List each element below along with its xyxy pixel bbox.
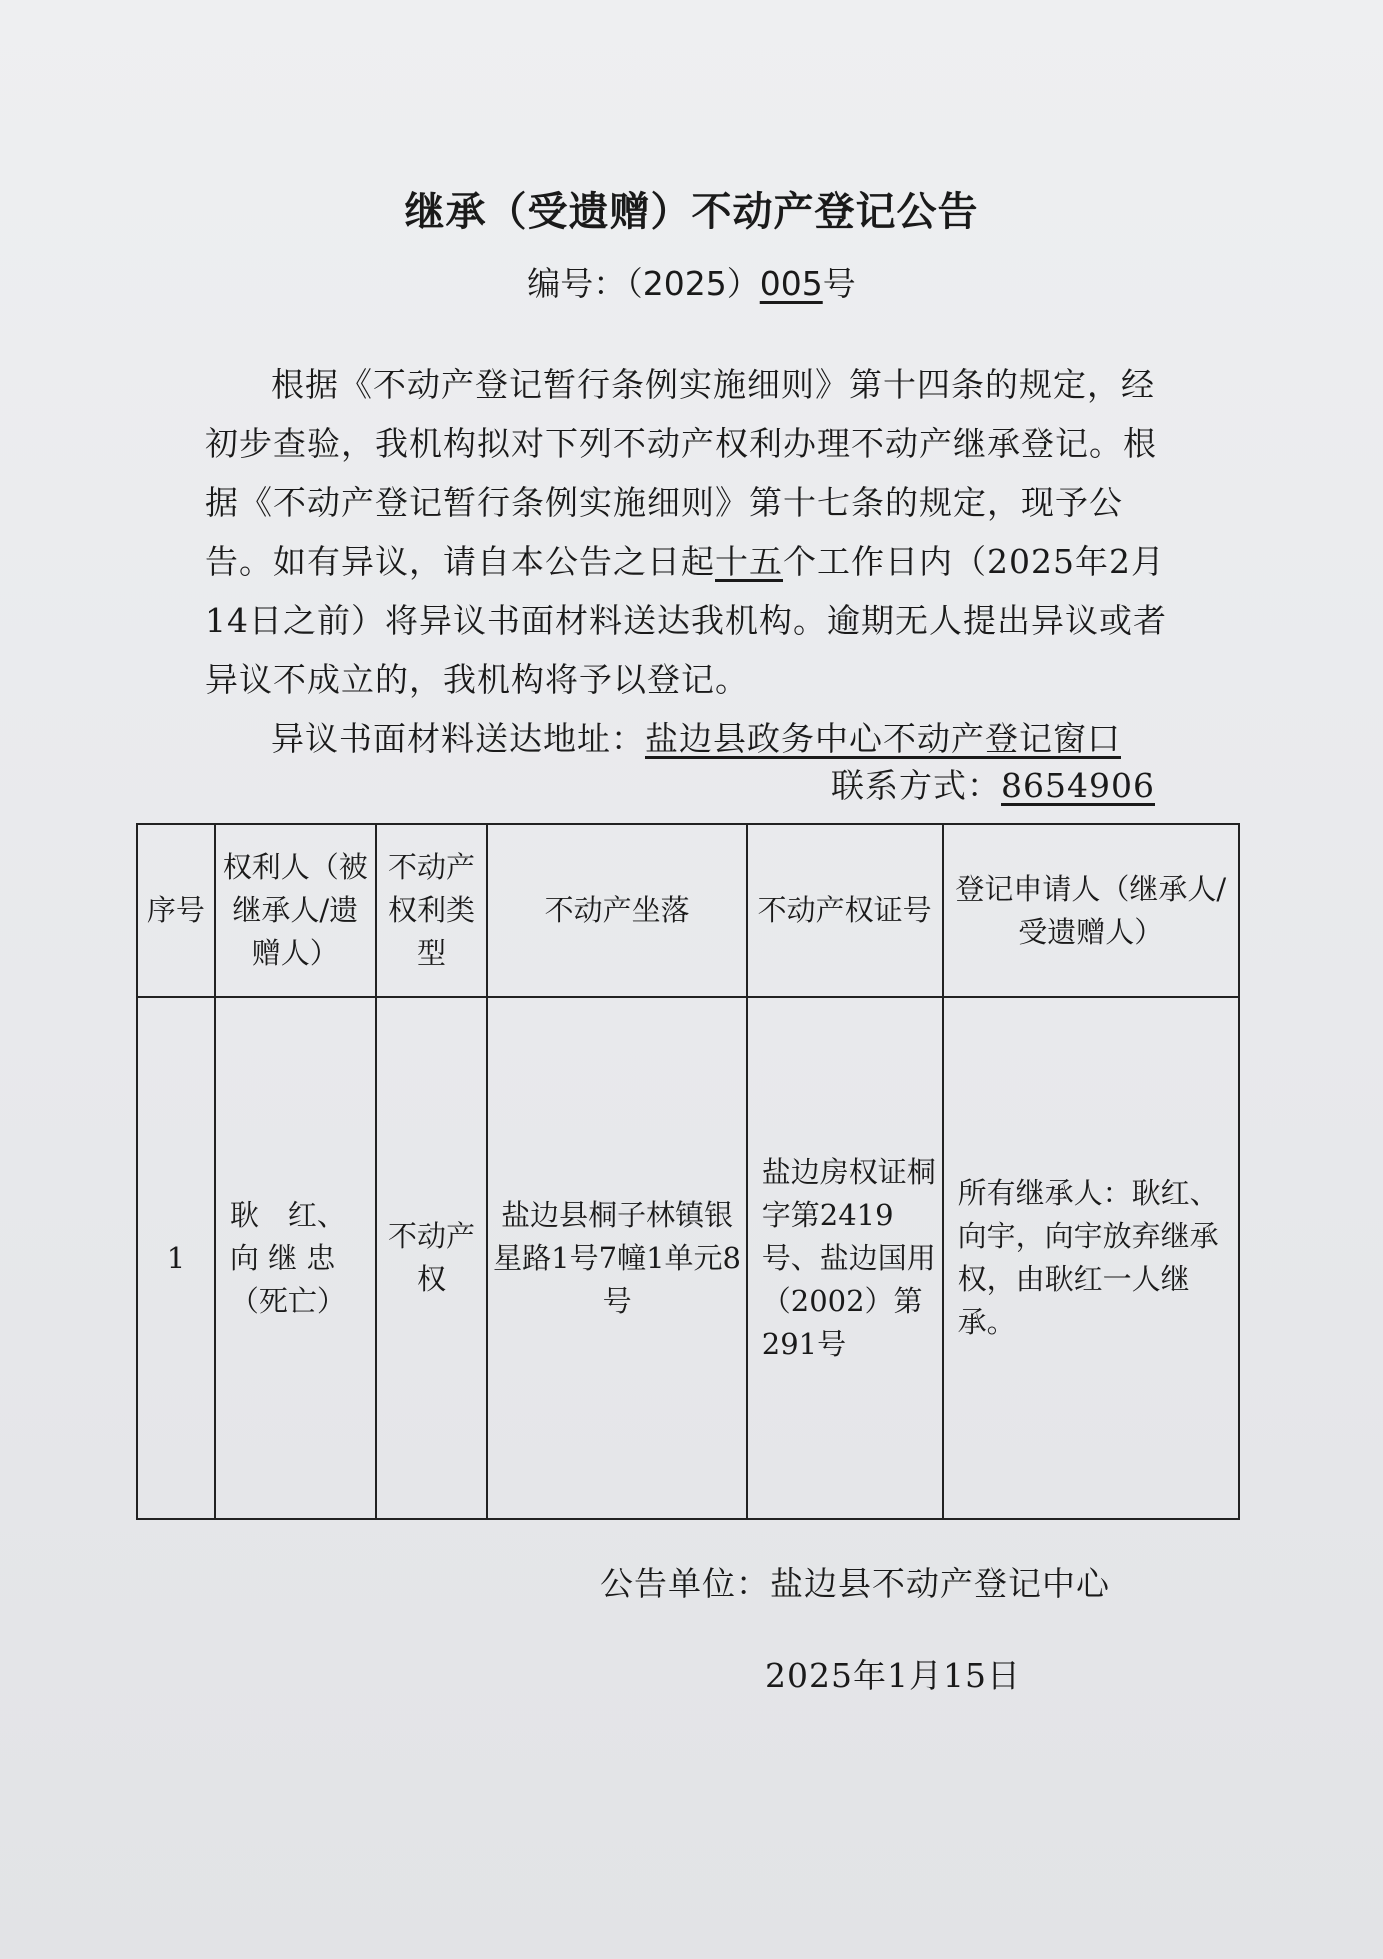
issuing-organization: 公告单位：盐边县不动产登记中心 [600, 1564, 1110, 1603]
holder-line: （死亡） [229, 1283, 346, 1318]
header-right-type: 不动产权利类型 [376, 824, 488, 997]
notice-text-rest: 个工作日内（2025年2月14日之前）将异议书面材料送达我机构。逾期无人提出异议或者异议不成立的，我机构将予以登记。 [205, 542, 1167, 699]
holder-line: 耿 红、 [229, 1197, 346, 1232]
address-label: 异议书面材料送达地址： [271, 719, 645, 758]
issue-date: 2025年1月15日 [765, 1656, 1021, 1695]
document-number-prefix: 编号：（2025） [527, 264, 760, 303]
notice-text: 根据《不动产登记暂行条例实施细则》第十四条的规定，经初步查验，我机构拟对下列不动产权利办理不动产继承登记。根据《不动产登记暂行条例实施细则》第十七条的规定，现予公告。如有异议，请自本公告之日起 [205, 365, 1157, 581]
notice-paragraph [205, 355, 1180, 709]
contact-line [831, 760, 1155, 807]
cell-cert-no: 盐边房权证桐字第2419号、盐边国用（2002）第291号 [747, 997, 943, 1519]
table-header-row [137, 824, 1239, 997]
header-cert-no: 不动产权证号 [747, 824, 943, 997]
holder-line: 向 继 忠 [229, 1240, 336, 1275]
cell-applicant: 所有继承人：耿红、向宇，向宇放弃继承权，由耿红一人继承。 [943, 997, 1239, 1519]
notice-body [205, 355, 1180, 768]
notice-deadline-days: 十五 [715, 542, 783, 581]
contact-label: 联系方式： [831, 766, 1002, 805]
header-applicant: 登记申请人（继承人/受遗赠人） [943, 824, 1239, 997]
cell-location: 盐边县桐子林镇银星路1号7幢1单元8号 [487, 997, 746, 1519]
header-location: 不动产坐落 [487, 824, 746, 997]
address-value: 盐边县政务中心不动产登记窗口 [645, 719, 1121, 758]
header-seq: 序号 [137, 824, 215, 997]
registration-table [136, 823, 1240, 1520]
document-number-value: 005 [759, 264, 823, 303]
cell-right-type: 不动产权 [376, 997, 488, 1519]
document-number-suffix: 号 [822, 264, 856, 303]
header-holder: 权利人（被继承人/遗赠人） [215, 824, 376, 997]
cell-seq: 1 [137, 997, 215, 1519]
cell-holder [215, 997, 376, 1519]
document-title: 继承（受遗赠）不动产登记公告 [404, 189, 979, 235]
table-row [137, 997, 1239, 1519]
contact-value: 8654906 [1001, 766, 1155, 805]
document-number [0, 258, 1383, 305]
